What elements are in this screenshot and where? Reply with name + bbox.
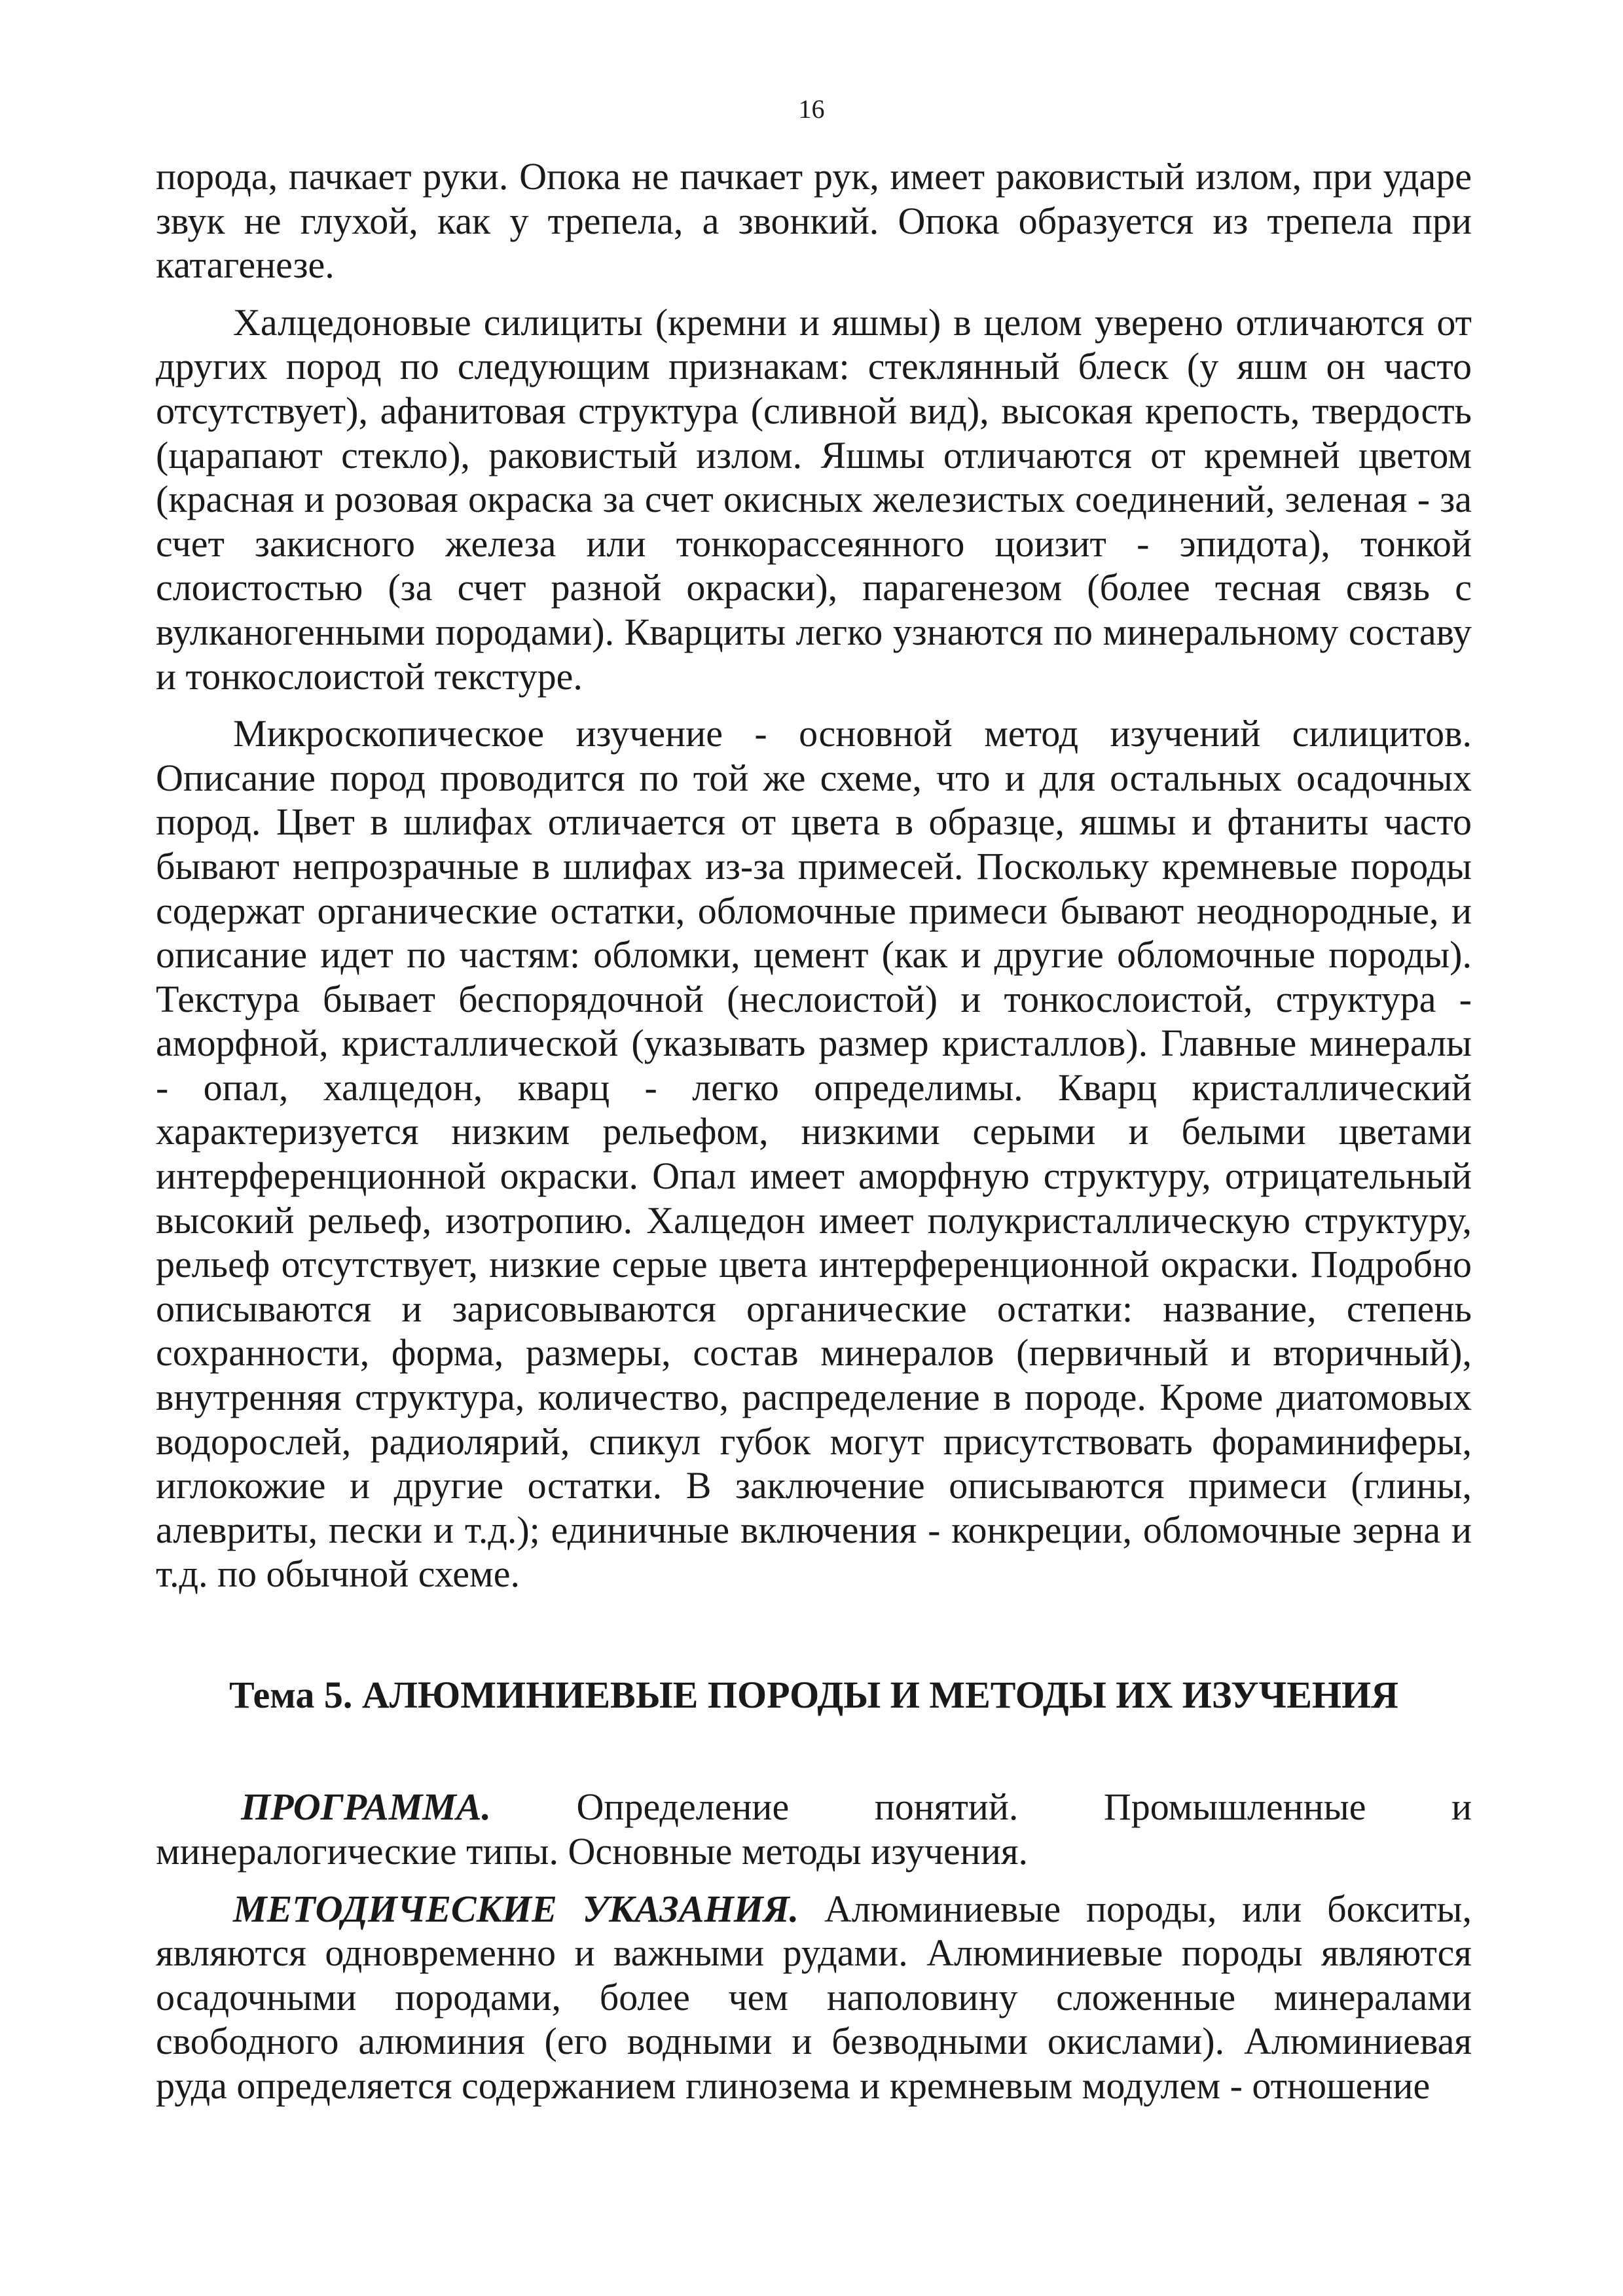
paragraph-chalcedony-silicites: Халцедоновые силициты (кремни и яшмы) в целом уверено отличаются от других пород по следующим признакам: стеклянный блеск (у яшм он часто отсутствует), афанитовая структура (сливной вид), высокая крепость, твердость (царапают стекло), раковистый излом. Яшмы отличаются от кремней цветом (красная и розовая окраска за счет окисных железистых соединений, зеленая - за счет закисного железа или тонкорассеянного цоизит - эпидота), тонкой слоистостью (за счет разной окраски), парагенезом (более тесная связь с вулканогенными породами). Кварциты легко узнаются по минеральному составу и тонкослоистой текстуре. bbox=[156, 300, 1472, 698]
program-line bbox=[156, 1785, 1472, 1829]
page-number: 16 bbox=[798, 94, 825, 124]
paragraph-microscopic-study: Микроскопическое изучение - основной метод изучений силицитов. Описание пород проводится по той же схеме, что и для остальных осадочных пород. Цвет в шлифах отличается от цвета в образце, яшмы и фтаниты часто бывают непрозрачные в шлифах из-за примесей. Поскольку кремневые породы содержат органические остатки, обломочные примеси бывают неоднородные, и описание идет по частям: обломки, цемент (как и другие обломочные породы). Текстура бывает беспорядочной (неслоистой) и тонкослоистой, структура - аморфной, кристаллической (указывать размер кристаллов). Главные минералы - опал, халцедон, кварц - легко определимы. Кварц кристаллический характеризуется низким рельефом, низкими серыми и белыми цветами интерференционной окраски. Опал имеет аморфную структуру, отрицательный высокий рельеф, изотропию. Халцедон имеет полукристаллическую структуру, рельеф отсутствует, низкие серые цвета интерференционной окраски. Подробно описываются и зарисовываются органические остатки: название, степень сохранности, форма, размеры, состав минералов (первичный и вторичный), внутренняя структура, количество, распределение в породе. Кроме диатомовых водорослей, радиолярий, спикул губок могут присутствовать фораминиферы, иглокожие и другие остатки. В заключение описываются примеси (глины, алевриты, пески и т.д.); единичные включения - конкреции, обломочные зерна и т.д. по обычной схеме. bbox=[156, 712, 1472, 1596]
methods-label: МЕТОДИЧЕСКИЕ УКАЗАНИЯ. bbox=[233, 1887, 799, 1930]
program-word: и bbox=[1451, 1785, 1472, 1828]
program-label: ПРОГРАММА. bbox=[241, 1785, 492, 1828]
program-word: Определение bbox=[576, 1785, 790, 1828]
program-continuation: минералогические типы. Основные методы изучения. bbox=[156, 1830, 1029, 1873]
program-word: Промышленные bbox=[1103, 1785, 1366, 1828]
program-word: понятий. bbox=[874, 1785, 1019, 1828]
methods-text: Алюминиевые породы, или бокситы, являются одновременно и важными рудами. Алюминиевые породы являются осадочными породами, более чем наполовину сложенные минералами свободного алюминия (его водными и безводными окислами). Алюминиевая руда определяется содержанием глинозема и кремневым модулем - отношение bbox=[156, 1887, 1472, 2107]
paragraph-continuation: порода, пачкает руки. Опока не пачкает рук, имеет раковистый излом, при ударе звук не глухой, как у трепела, а звонкий. Опока образуется из трепела при катагенезе. bbox=[156, 155, 1472, 287]
page-content bbox=[156, 154, 1472, 2108]
section-heading: Тема 5. АЛЮМИНИЕВЫЕ ПОРОДЫ И МЕТОДЫ ИХ ИЗУЧЕНИЯ bbox=[229, 1674, 1398, 1716]
paragraph-methods bbox=[156, 1887, 1472, 2108]
